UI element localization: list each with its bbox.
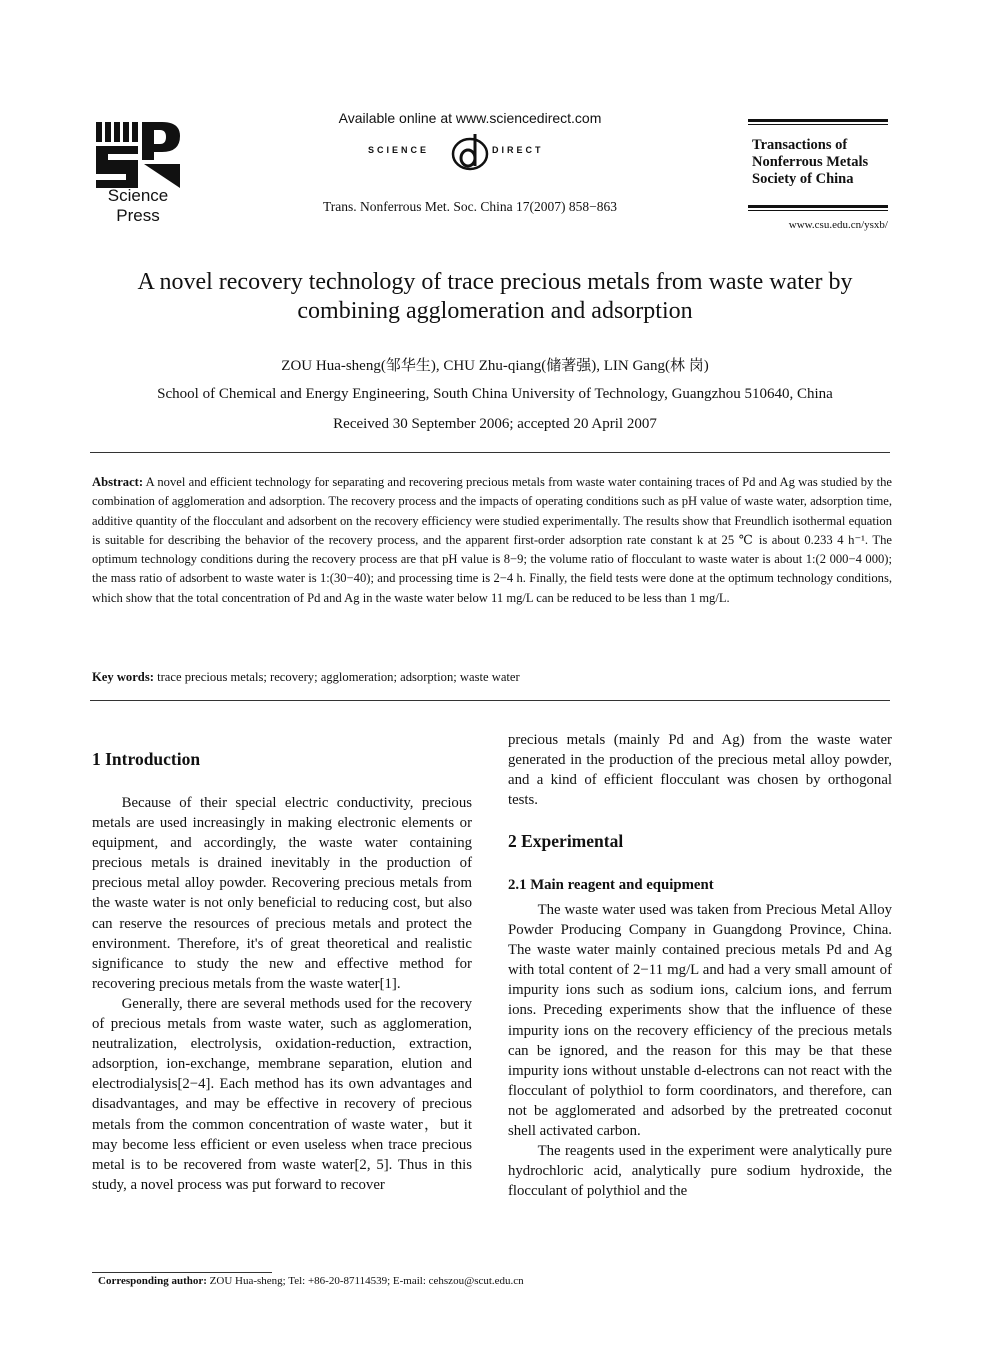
article-authors: ZOU Hua-sheng(邹华生), CHU Zhu-qiang(储著强), LIN Gang(林 岗) — [281, 358, 709, 374]
journal-rule-bottom-thin — [748, 210, 888, 211]
science-press-logo — [96, 122, 180, 188]
abstract-label: Abstract: — [92, 475, 144, 489]
science-press-wordmark: Science Press — [107, 186, 169, 225]
footnote-rule — [92, 1272, 272, 1273]
right-column-top — [508, 730, 892, 810]
section-2-heading: 2 Experimental — [508, 831, 624, 851]
sciencedirect-right-word: DIRECT — [492, 145, 544, 155]
journal-url[interactable]: www.csu.edu.cn/ysxb/ — [788, 219, 888, 231]
available-online-text[interactable]: Available online at www.sciencedirect.com — [338, 110, 602, 126]
journal-rule-top-thin — [748, 124, 888, 125]
experimental-paragraph-1: The waste water used was taken from Precious Metal Alloy Powder Producing Company in Guangdong Province, China. The waste water mainly contained precious metals Pd and Ag with total content of 2−11 mg/L and had a very small amount of impurity ions such as sodium ions, calcium ions, and ferrum ions. Preceding experiments show that the influence of these impurity ions on the recovery efficiency of the precious metals can be ignored, and the reason for this may be that these impurity ions without unstable d-electrons can not react with the flocculant of polythiol to form coordinators, and therefore, can not be agglomerated and adsorbed by the pretreated coconut shell activated carbon. — [508, 902, 892, 1140]
keywords-text: trace precious metals; recovery; agglomeration; adsorption; waste water — [157, 670, 520, 684]
journal-rule-top — [748, 119, 888, 122]
article-title: A novel recovery technology of trace precious metals from waste water by combining agglomeration and adsorption — [137, 269, 853, 324]
keywords — [92, 668, 892, 687]
abstract — [92, 473, 892, 608]
journal-title: Transactions of Nonferrous Metals Society of China — [752, 137, 869, 187]
sciencedirect-d-icon — [448, 130, 492, 176]
section-2-1-heading: 2.1 Main reagent and equipment — [508, 877, 714, 893]
journal-rule-bottom — [748, 205, 888, 208]
keywords-label: Key words: — [92, 670, 154, 684]
intro-paragraph-2-continued: precious metals (mainly Pd and Ag) from the waste water generated in the production of the precious metal alloy powder, and a kind of efficient flocculant was chosen by orthogonal tests. — [508, 732, 892, 809]
keywords-bottom-rule — [90, 700, 890, 701]
journal-citation: Trans. Nonferrous Met. Soc. China 17(2007) 858−863 — [323, 199, 617, 214]
article-affiliation: School of Chemical and Energy Engineering, South China University of Technology, Guangzhou 510640, China — [157, 386, 833, 402]
abstract-top-rule — [90, 452, 890, 453]
right-column-bottom — [508, 900, 892, 1201]
experimental-paragraph-2: The reagents used in the experiment were analytically pure hydrochloric acid, analytically pure sodium hydroxide, the flocculant of polythiol and the — [508, 1143, 892, 1200]
article-received-dates: Received 30 September 2006; accepted 20 April 2007 — [333, 416, 657, 432]
intro-paragraph-1: Because of their special electric conductivity, precious metals are used increasingly in making electronic elements or equipment, and accordingly, the waste water containing precious metals is drained inevitably in the production of precious metal alloy powder. Recovering precious metals from the waste water is not only beneficial to reducing cost, but also can reserve the resources of precious metals and protect the environment. Therefore, it's of great theoretical and realistic significance to study the new and effective method for recovering precious metals from the waste water[1]. — [92, 795, 472, 992]
corresponding-author-footnote — [98, 1275, 898, 1287]
section-1-heading: 1 Introduction — [92, 749, 201, 769]
footnote-label: Corresponding author: — [98, 1275, 207, 1287]
footnote-text: ZOU Hua-sheng; Tel: +86-20-87114539; E-mail: cehszou@scut.edu.cn — [209, 1275, 524, 1287]
abstract-text: A novel and efficient technology for separating and recovering precious metals from waste water containing traces of Pd and Ag was studied by the combination of agglomeration and adsorption. The recovery process and the impacts of operating conditions such as pH value of waste water, adsorption time, additive quantity of the flocculant and adsorbent on the recovery efficiency were studied experimentally. The results show that Freundlich isothermal equation is suitable for describing the behavior of the recovery process, and the apparent first-order adsorption rate constant k at 25 ℃ is about 0.233 4 h⁻¹. The optimum technology conditions during the recovery process are that pH value is 8−9; the volume ratio of flocculant to waste water is about 1:(2 000−4 000); the mass ratio of adsorbent to waste water is 1:(30−40); and processing time is 2−4 h. Finally, the field tests were done at the optimum technology conditions, which show that the total concentration of Pd and Ag in the waste water below 11 mg/L can be reduced to be less than 1 mg/L. — [92, 475, 892, 605]
left-column — [92, 793, 472, 1195]
sciencedirect-logo — [330, 130, 610, 176]
intro-paragraph-2: Generally, there are several methods used for the recovery of precious metals from waste water, such as agglomeration, neutralization, electrolysis, oxidation-reduction, extraction, adsorption, ion-exchange, membrane separation, elution and electrodialysis[2−4]. Each method has its own advantages and disadvantages, and may be effective in recovery of precious metals from the common concentration of waste water，but it may become less efficient or even useless when trace precious metal is to be recovered from waste water[2, 5]. Thus in this study, a novel process was put forward to recover — [92, 995, 472, 1193]
sciencedirect-left-word: SCIENCE — [368, 145, 430, 155]
